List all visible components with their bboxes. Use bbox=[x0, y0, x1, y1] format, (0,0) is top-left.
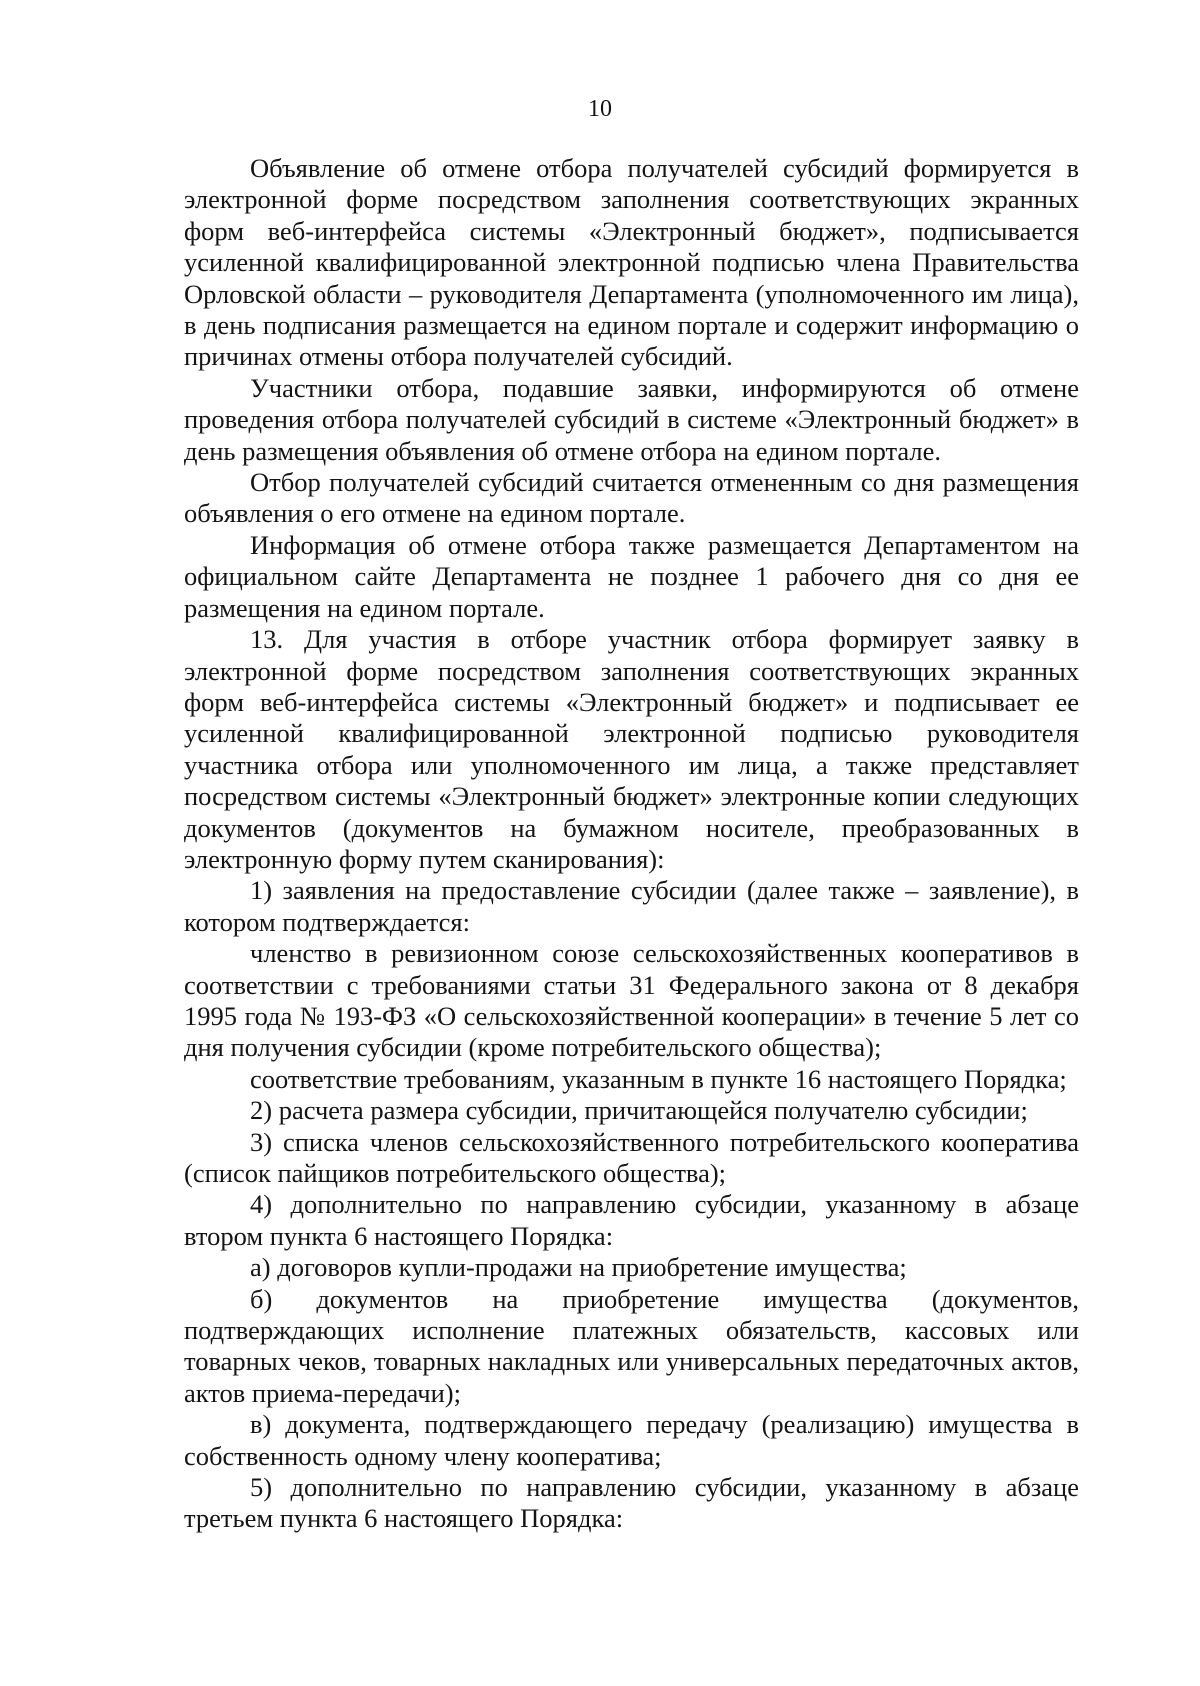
list-item: 4) дополнительно по направлению субсидии, указанному в абзаце втором пункта 6 настоящего Порядка: bbox=[184, 1189, 1079, 1251]
document-body bbox=[184, 153, 1079, 1535]
paragraph: Информация об отмене отбора также размещается Департаментом на официальном сайте Департамента не позднее 1 рабочего дня со дня ее размещения на едином портале. bbox=[184, 529, 1079, 623]
list-item: 3) списка членов сельскохозяйственного потребительского кооператива (список пайщиков потребительского общества); bbox=[184, 1126, 1079, 1188]
sub-list-item: б) документов на приобретение имущества (документов, подтверждающих исполнение платежных обязательств, кассовых или товарных чеков, товарных накладных или универсальных передаточных актов, актов приема-передачи); bbox=[184, 1283, 1079, 1408]
page-number: 10 bbox=[588, 96, 612, 122]
list-item: 1) заявления на предоставление субсидии (далее также – заявление), в котором подтверждается: bbox=[184, 875, 1079, 937]
paragraph: 13. Для участия в отборе участник отбора формирует заявку в электронной форме посредством заполнения соответствующих экранных форм веб-интерфейса системы «Электронный бюджет» и подписывает ее усиленной квалифицированной электронной подписью руководителя участника отбора или уполномоченного им лица, а также представляет посредством системы «Электронный бюджет» электронные копии следующих документов (документов на бумажном носителе, преобразованных в электронную форму путем сканирования): bbox=[184, 624, 1079, 874]
paragraph: Участники отбора, подавшие заявки, информируются об отмене проведения отбора получателей субсидий в системе «Электронный бюджет» в день размещения объявления об отмене отбора на едином портале. bbox=[184, 372, 1079, 466]
list-item: 2) расчета размера субсидии, причитающейся получателю субсидии; bbox=[250, 1095, 1028, 1126]
paragraph: членство в ревизионном союзе сельскохозяйственных кооперативов в соответствии с требованиями статьи 31 Федерального закона от 8 декабря 1995 года № 193-ФЗ «О сельскохозяйственной кооперации» в течение 5 лет со дня получения субсидии (кроме потребительского общества); bbox=[184, 938, 1079, 1063]
paragraph: Объявление об отмене отбора получателей субсидий формируется в электронной форме посредством заполнения соответствующих экранных форм веб-интерфейса системы «Электронный бюджет», подписывается усиленной квалифицированной электронной подписью члена Правительства Орловской области – руководителя Департамента (уполномоченного им лица), в день подписания размещается на едином портале и содержит информацию о причинах отмены отбора получателей субсидий. bbox=[184, 153, 1079, 372]
sub-list-item: а) договоров купли-продажи на приобретение имущества; bbox=[250, 1252, 907, 1283]
paragraph: Отбор получателей субсидий считается отмененным со дня размещения объявления о его отмене на едином портале. bbox=[184, 467, 1079, 529]
sub-list-item: в) документа, подтверждающего передачу (реализацию) имущества в собственность одному члену кооператива; bbox=[184, 1409, 1079, 1471]
paragraph: соответствие требованиям, указанным в пункте 16 настоящего Порядка; bbox=[250, 1063, 1067, 1094]
list-item: 5) дополнительно по направлению субсидии, указанному в абзаце третьем пункта 6 настоящего Порядка: bbox=[184, 1472, 1079, 1534]
